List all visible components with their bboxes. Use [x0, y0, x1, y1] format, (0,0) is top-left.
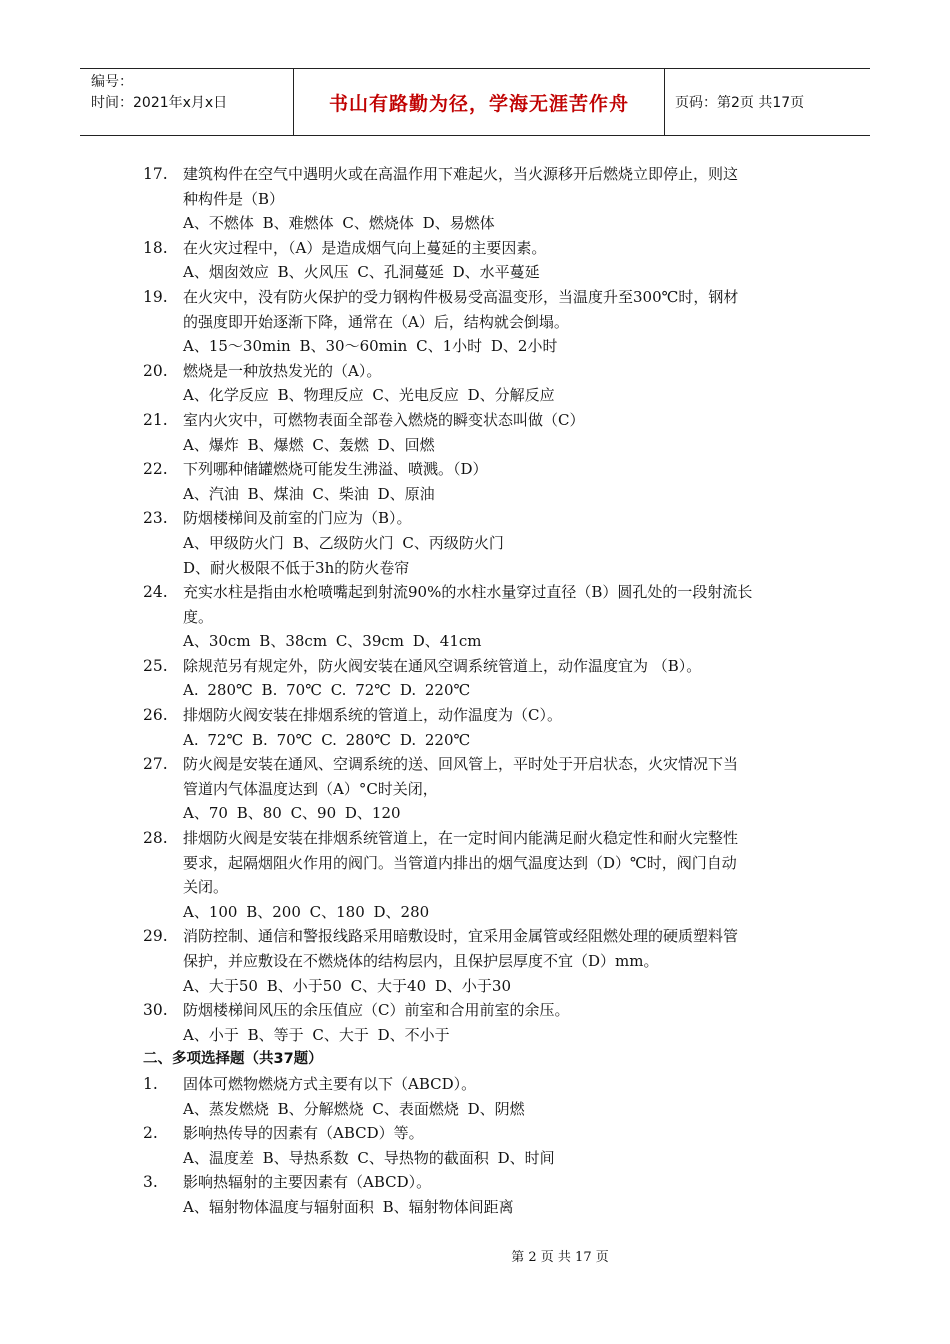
question-text: 关闭。: [183, 878, 229, 897]
answer-options: A、化学反应 B、物理反应 C、光电反应 D、分解反应: [183, 386, 555, 405]
question-text: 防火阀是安装在通风、空调系统的送、回风管上，平时处于开启状态，火灾情况下当: [183, 755, 739, 774]
motto-text: 书山有路勤为径，学海无涯苦作舟: [294, 69, 665, 136]
answer-options: A、汽油 B、煤油 C、柴油 D、原油: [183, 484, 435, 503]
question-line: [0, 211, 950, 236]
answer-options: A、甲级防火门 B、乙级防火门 C、丙级防火门: [183, 533, 504, 552]
question-line: [0, 875, 950, 900]
question-line: [0, 678, 950, 703]
question-line: [0, 531, 950, 556]
page-header: [80, 68, 870, 136]
question-line: [0, 162, 950, 187]
question-line: [0, 826, 950, 851]
question-line: [0, 1170, 950, 1195]
question-number: 20.: [143, 361, 168, 380]
question-text: 下列哪种储罐燃烧可能发生沸溢、喷溅。（D）: [183, 460, 488, 479]
question-line: [0, 187, 950, 212]
question-text: 防烟楼梯间及前室的门应为（B）。: [183, 509, 412, 528]
question-line: [0, 1146, 950, 1171]
question-line: [0, 752, 950, 777]
question-number: 24.: [143, 583, 168, 602]
question-line: [0, 580, 950, 605]
question-line: [0, 310, 950, 335]
question-line: [0, 1121, 950, 1146]
question-line: [0, 457, 950, 482]
question-text: 消防控制、通信和警报线路采用暗敷设时，宜采用金属管或经阻燃处理的硬质塑料管: [183, 927, 739, 946]
answer-options: A、烟囱效应 B、火风压 C、孔洞蔓延 D、水平蔓延: [183, 263, 540, 282]
question-text: 排烟防火阀安装在排烟系统的管道上，动作温度为（C）。: [183, 706, 562, 725]
question-text: 充实水柱是指由水枪喷嘴起到射流90%的水柱水量穿过直径（B）圆孔处的一段射流长: [183, 583, 753, 602]
question-line: [0, 359, 950, 384]
question-text: 影响热辐射的主要因素有（ABCD）。: [183, 1173, 432, 1192]
question-text: 建筑构件在空气中遇明火或在高温作用下难起火，当火源移开后燃烧立即停止，则这: [183, 165, 739, 183]
question-line: [0, 801, 950, 826]
question-line: [0, 506, 950, 531]
question-number: 26.: [143, 706, 168, 725]
answer-options: A、温度差 B、导热系数 C、导热物的截面积 D、时间: [183, 1148, 555, 1167]
question-text: 在火灾过程中，（A）是造成烟气向上蔓延的主要因素。: [183, 238, 547, 257]
question-line: [0, 285, 950, 310]
question-text: 的强度即开始逐渐下降，通常在（A）后，结构就会倒塌。: [183, 312, 569, 331]
answer-options: A、30cm B、38cm C、39cm D、41cm: [183, 632, 482, 651]
answer-options: A、大于50 B、小于50 C、大于40 D、小于30: [183, 976, 512, 995]
question-text: 度。: [183, 607, 214, 626]
answer-options: A、70 B、80 C、90 D、120: [183, 804, 401, 823]
question-line: [0, 900, 950, 925]
answer-options: A、小于 B、等于 C、大于 D、不小于: [183, 1025, 450, 1044]
question-line: [0, 482, 950, 507]
question-line: [0, 851, 950, 876]
question-line: [0, 383, 950, 408]
question-line: [0, 605, 950, 630]
question-line: [0, 1023, 950, 1048]
question-line: [0, 260, 950, 285]
question-list: [0, 162, 950, 1220]
header-left-cell: [80, 69, 294, 136]
question-number: 23.: [143, 509, 168, 528]
question-text: 室内火灾中，可燃物表面全部卷入燃烧的瞬变状态叫做（C）: [183, 410, 585, 429]
page-number-label: 页码：第2页 共17页: [675, 95, 805, 111]
question-line: [0, 334, 950, 359]
question-number: 19.: [143, 287, 168, 306]
question-line: [0, 408, 950, 433]
question-line: [0, 654, 950, 679]
question-text: 燃烧是一种放热发光的（A）。: [183, 361, 382, 380]
answer-options: A、辐射物体温度与辐射面积 B、辐射物体间距离: [183, 1197, 514, 1216]
answer-options: A. 72℃ B. 70℃ C. 280℃ D. 220℃: [183, 730, 471, 749]
question-line: [0, 777, 950, 802]
header-row: [80, 69, 870, 136]
answer-options: A、蒸发燃烧 B、分解燃烧 C、表面燃烧 D、阴燃: [183, 1099, 525, 1118]
section-heading-row: [0, 1047, 950, 1072]
question-text: 固体可燃物燃烧方式主要有以下（ABCD）。: [183, 1074, 477, 1093]
question-line: [0, 433, 950, 458]
question-number: 18.: [143, 238, 168, 257]
section-heading: 二、多项选择题（共37题）: [143, 1051, 323, 1068]
question-number: 22.: [143, 460, 168, 479]
question-line: [0, 556, 950, 581]
question-number: 25.: [143, 656, 168, 675]
answer-options: D、耐火极限不低于3h的防火卷帘: [183, 558, 410, 577]
page-footer: 第 2 页 共 17 页: [511, 1250, 609, 1265]
question-line: [0, 998, 950, 1023]
question-line: [0, 728, 950, 753]
answer-options: A、15～30min B、30～60min C、1小时 D、2小时: [183, 337, 558, 356]
question-text: 在火灾中，没有防火保护的受力钢构件极易受高温变形，当温度升至300℃时，钢材: [183, 287, 739, 306]
question-number: 21.: [143, 410, 168, 429]
question-text: 要求，起隔烟阻火作用的阀门。当管道内排出的烟气温度达到（D）℃时，阀门自动: [183, 853, 737, 872]
question-line: [0, 1097, 950, 1122]
question-text: 保护，并应敷设在不燃烧体的结构层内，且保护层厚度不宜（D）mm。: [183, 952, 659, 970]
question-text: 防烟楼梯间风压的余压值应（C）前室和合用前室的余压。: [183, 1001, 570, 1020]
question-number: 27.: [143, 755, 168, 774]
question-text: 排烟防火阀是安装在排烟系统管道上，在一定时间内能满足耐火稳定性和耐火完整性: [183, 829, 739, 848]
question-text: 种构件是（B）: [183, 189, 285, 208]
question-number: 17.: [143, 165, 168, 183]
question-line: [0, 236, 950, 261]
question-text: 管道内气体温度达到（A）°C时关闭，: [183, 779, 438, 798]
answer-options: A. 280℃ B. 70℃ C. 72℃ D. 220℃: [183, 681, 471, 700]
question-line: [0, 974, 950, 999]
question-number: 29.: [143, 927, 168, 946]
question-line: [0, 1195, 950, 1220]
question-line: [0, 703, 950, 728]
question-number: 28.: [143, 829, 168, 848]
question-number: 30.: [143, 1001, 168, 1020]
question-number: 3.: [143, 1173, 158, 1192]
serial-number-label: 编号：: [91, 74, 133, 90]
question-text: 影响热传导的因素有（ABCD）等。: [183, 1124, 424, 1143]
answer-options: A、不燃体 B、难燃体 C、燃烧体 D、易燃体: [183, 214, 495, 233]
question-number: 1.: [143, 1074, 158, 1093]
question-number: 2.: [143, 1124, 158, 1143]
question-text: 除规范另有规定外，防火阀安装在通风空调系统管道上，动作温度宜为 （B）。: [183, 656, 702, 675]
answer-options: A、爆炸 B、爆燃 C、轰燃 D、回燃: [183, 435, 435, 454]
question-line: [0, 1072, 950, 1097]
question-line: [0, 949, 950, 974]
answer-options: A、100 B、200 C、180 D、280: [183, 902, 430, 921]
question-line: [0, 924, 950, 949]
date-label: 时间：2021年x月x日: [91, 95, 228, 111]
question-line: [0, 629, 950, 654]
